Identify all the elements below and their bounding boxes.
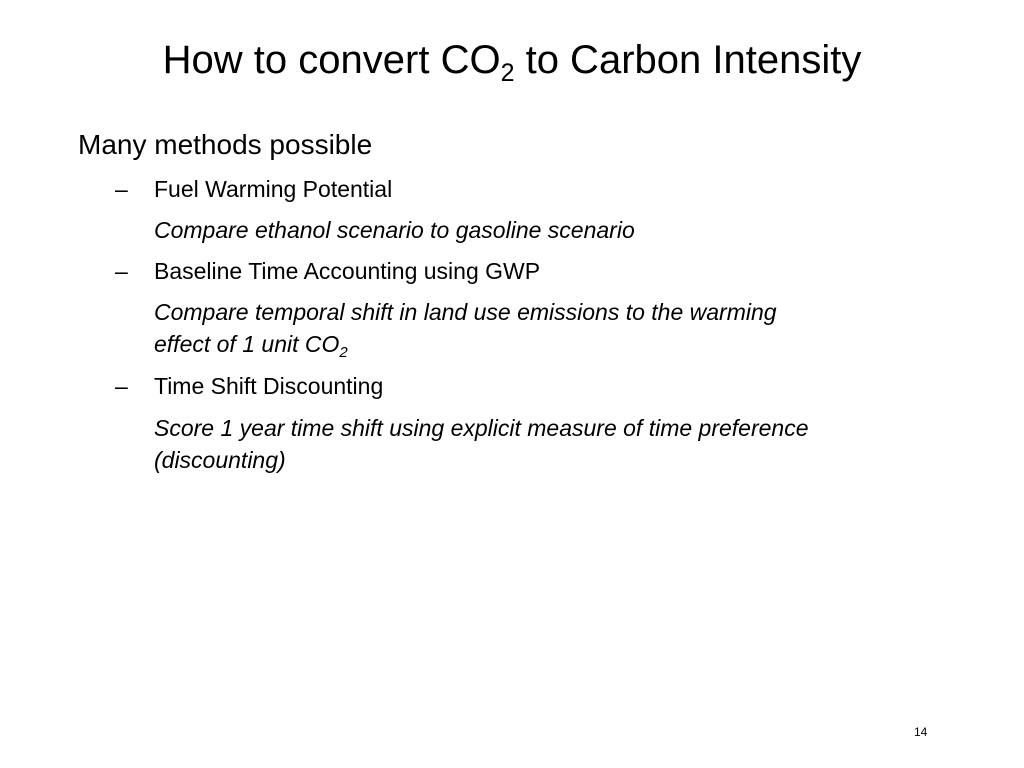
title-subscript: 2: [500, 59, 515, 87]
title-text-after: to Carbon Intensity: [514, 38, 862, 82]
method-description: [154, 214, 984, 246]
method-description-line: Score 1 year time shift using explicit measure of time preference: [154, 415, 809, 441]
dash-bullet: –: [115, 258, 128, 284]
co2-subscript: 2: [339, 344, 348, 361]
page-number: 14: [914, 725, 928, 739]
method-description-line: Compare ethanol scenario to gasoline scenario: [154, 217, 635, 243]
main-bullet: Many methods possible: [78, 129, 373, 160]
dash-bullet: –: [115, 176, 128, 202]
method-label: Baseline Time Accounting using GWP: [154, 258, 541, 284]
method-description: [154, 412, 984, 476]
method-description-line: [154, 328, 984, 360]
method-description-line: Compare temporal shift in land use emissions to the warming: [154, 299, 777, 325]
method-description: [154, 296, 984, 360]
dash-bullet: –: [115, 373, 128, 399]
method-description-line: (discounting): [154, 447, 286, 473]
method-label: Fuel Warming Potential: [154, 176, 393, 202]
method-label: Time Shift Discounting: [154, 373, 384, 399]
method-description-text: effect of 1 unit CO: [154, 331, 340, 357]
title-text-before: How to convert CO: [162, 38, 501, 82]
